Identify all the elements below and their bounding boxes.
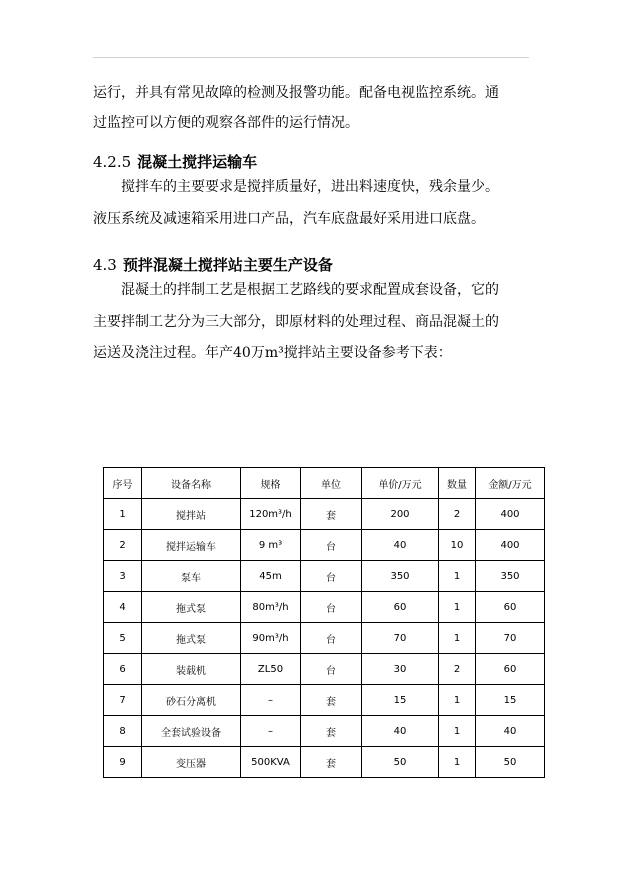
section-number: 4.2.5 xyxy=(93,153,132,171)
table-cell: 200 xyxy=(362,499,439,530)
table-cell: 1 xyxy=(439,685,476,716)
section-title: 预拌混凝土搅拌站主要生产设备 xyxy=(122,256,333,274)
section-title: 混凝土搅拌运输车 xyxy=(137,153,258,171)
table-cell: 拖式泵 xyxy=(142,623,241,654)
table-row xyxy=(104,561,545,592)
table-cell: 60 xyxy=(476,654,545,685)
table-cell: 45m xyxy=(241,561,301,592)
table-cell: 500KVA xyxy=(241,747,301,778)
header-cell: 数量 xyxy=(439,468,476,499)
table-cell: 台 xyxy=(301,592,362,623)
table-row xyxy=(104,747,545,778)
header-cell: 设备名称 xyxy=(142,468,241,499)
equipment-table xyxy=(103,467,545,778)
table-cell: 400 xyxy=(476,499,545,530)
table-row xyxy=(104,623,545,654)
table-cell: 15 xyxy=(362,685,439,716)
table-cell: 350 xyxy=(362,561,439,592)
table-cell: – xyxy=(241,716,301,747)
section-4-3-heading xyxy=(93,254,333,275)
table-cell: 1 xyxy=(439,747,476,778)
table-cell: 1 xyxy=(104,499,142,530)
table-cell: 2 xyxy=(104,530,142,561)
table-cell: 9 xyxy=(104,747,142,778)
table-cell: – xyxy=(241,685,301,716)
table-cell: 台 xyxy=(301,530,362,561)
table-cell: 1 xyxy=(439,623,476,654)
table-cell: 40 xyxy=(476,716,545,747)
table-cell: 6 xyxy=(104,654,142,685)
table-cell: 70 xyxy=(476,623,545,654)
table-cell: 50 xyxy=(476,747,545,778)
table-cell: 70 xyxy=(362,623,439,654)
table-row xyxy=(104,685,545,716)
table-row xyxy=(104,530,545,561)
table-cell: 套 xyxy=(301,747,362,778)
section-4-3-line-2: 主要拌制工艺分为三大部分，即原材料的处理过程、商品混凝土的 xyxy=(93,314,499,330)
table-cell: 7 xyxy=(104,685,142,716)
table-cell: 台 xyxy=(301,623,362,654)
table-cell: 台 xyxy=(301,561,362,592)
table-header-row xyxy=(104,468,545,499)
table-cell: 40 xyxy=(362,716,439,747)
section-4-2-5-line-2: 液压系统及减速箱采用进口产品，汽车底盘最好采用进口底盘。 xyxy=(93,211,485,227)
table-row xyxy=(104,716,545,747)
header-cell: 规格 xyxy=(241,468,301,499)
header-cell: 单位 xyxy=(301,468,362,499)
section-4-3-line-1: 混凝土的拌制工艺是根据工艺路线的要求配置成套设备，它的 xyxy=(121,282,499,298)
header-cell: 序号 xyxy=(104,468,142,499)
table-cell: 1 xyxy=(439,716,476,747)
table-row xyxy=(104,499,545,530)
intro-line-2: 过监控可以方便的观察各部件的运行情况。 xyxy=(93,115,359,131)
section-4-2-5-heading xyxy=(93,151,257,172)
intro-line-1: 运行，并具有常见故障的检测及报警功能。配备电视监控系统。通 xyxy=(93,85,499,101)
table-cell: 台 xyxy=(301,654,362,685)
table-cell: 1 xyxy=(439,561,476,592)
table-cell: 5 xyxy=(104,623,142,654)
table-cell: 砂石分离机 xyxy=(142,685,241,716)
table-cell: 90m³/h xyxy=(241,623,301,654)
table-cell: 10 xyxy=(439,530,476,561)
section-4-2-5-line-1: 搅拌车的主要要求是搅拌质量好，进出料速度快，残余量少。 xyxy=(121,179,499,195)
table-cell: 泵车 xyxy=(142,561,241,592)
table-cell: 8 xyxy=(104,716,142,747)
table-cell: ZL50 xyxy=(241,654,301,685)
table-row xyxy=(104,592,545,623)
table-cell: 2 xyxy=(439,654,476,685)
header-rule xyxy=(93,57,529,58)
table-cell: 搅拌运输车 xyxy=(142,530,241,561)
table-cell: 9 m³ xyxy=(241,530,301,561)
table-cell: 50 xyxy=(362,747,439,778)
table-cell: 套 xyxy=(301,499,362,530)
header-cell: 单价/万元 xyxy=(362,468,439,499)
table-cell: 400 xyxy=(476,530,545,561)
table-cell: 变压器 xyxy=(142,747,241,778)
table-cell: 120m³/h xyxy=(241,499,301,530)
table-cell: 搅拌站 xyxy=(142,499,241,530)
table-cell: 套 xyxy=(301,716,362,747)
table-cell: 拖式泵 xyxy=(142,592,241,623)
table-cell: 2 xyxy=(439,499,476,530)
table-cell: 15 xyxy=(476,685,545,716)
table-row xyxy=(104,654,545,685)
table-cell: 3 xyxy=(104,561,142,592)
table-cell: 30 xyxy=(362,654,439,685)
section-4-3-line-3: 运送及浇注过程。年产40万m³搅拌站主要设备参考下表： xyxy=(93,345,452,361)
table-cell: 全套试验设备 xyxy=(142,716,241,747)
section-number: 4.3 xyxy=(93,256,117,274)
table-cell: 60 xyxy=(476,592,545,623)
table-cell: 350 xyxy=(476,561,545,592)
table-cell: 1 xyxy=(439,592,476,623)
table-cell: 装载机 xyxy=(142,654,241,685)
table-cell: 80m³/h xyxy=(241,592,301,623)
table-cell: 4 xyxy=(104,592,142,623)
table-cell: 套 xyxy=(301,685,362,716)
table-cell: 60 xyxy=(362,592,439,623)
header-cell: 金额/万元 xyxy=(476,468,545,499)
table-cell: 40 xyxy=(362,530,439,561)
